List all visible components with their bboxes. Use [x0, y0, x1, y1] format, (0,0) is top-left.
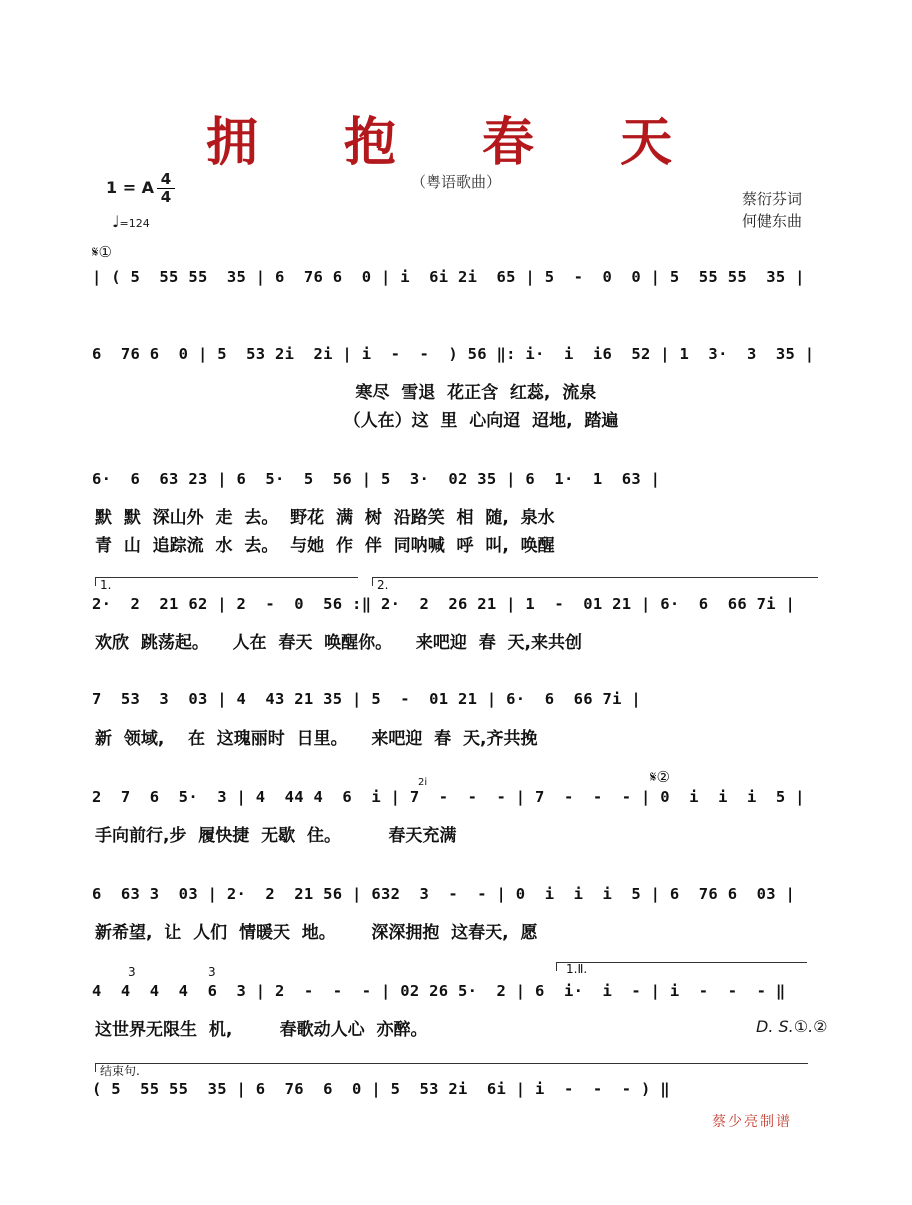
segno-2-icon: 𝄋② — [650, 768, 670, 786]
ending-bracket-2 — [372, 577, 818, 586]
ending-2-label: 2. — [377, 578, 389, 592]
credits — [742, 188, 802, 232]
ending-bracket-3 — [556, 962, 807, 971]
score-row-4: 2· 2 21 62 | 2 - 0 56 :‖ 2· 2 26 21 | 1 - 01 21 | 6· 6 66 7i | — [92, 595, 796, 613]
song-title: 拥 抱 春 天 — [205, 113, 707, 173]
score-row-3: 6· 6 63 23 | 6 5· 5 56 | 5 3· 02 35 | 6 1· 1 63 | — [92, 470, 661, 488]
time-signature-top: 4 — [160, 170, 172, 188]
lyrics-row-8: 这世界无限生 机, 春歌动人心 亦醉。 — [95, 1020, 428, 1040]
lyrics-row-3-verse-1: 默 默 深山外 走 去。 野花 满 树 沿路笑 相 随, 泉水 — [95, 508, 555, 528]
lyrics-row-3-verse-2: 青 山 追踪流 水 去。 与她 作 伴 同呐喊 呼 叫, 唤醒 — [95, 536, 555, 556]
lyrics-row-4: 欢欣 跳荡起。 人在 春天 唤醒你。 来吧迎 春 天,来共创 — [95, 633, 582, 653]
segno-1-icon: 𝄋① — [92, 243, 112, 261]
dal-segno-mark: D. S.①.② — [756, 1017, 828, 1036]
score-row-1: | ( 5 55 55 35 | 6 76 6 0 | i 6i 2i 65 | 5 - 0 0 | 5 55 55 35 | — [92, 268, 805, 286]
quarter-note-icon: ♩ — [112, 212, 120, 231]
lyrics-row-6: 手向前行,步 履快捷 无歇 住。 春天充满 — [95, 826, 457, 846]
score-row-8: 4 4 4 4 6 3 | 2 - - - | 02 26 5· 2 | 6 i· i - | i - - - ‖ — [92, 982, 786, 1000]
key-signature: 1 = A — [106, 178, 155, 197]
triplet-mark-1: 3 — [128, 965, 136, 979]
composer: 何健东曲 — [742, 212, 803, 230]
transcriber-credit: 蔡少亮制谱 — [712, 1114, 792, 1130]
song-subtitle: （粤语歌曲） — [410, 173, 501, 191]
score-row-7: 6 63 3 03 | 2· 2 21 56 | 632 3 - - | 0 i i i 5 | 6 76 6 03 | — [92, 885, 796, 903]
lyrics-row-2-verse-2: （人在）这 里 心向迢 迢地, 踏遍 — [95, 411, 619, 431]
tempo-marking — [112, 212, 150, 231]
score-row-6: 2 7 6 5· 3 | 4 44 4 6 i | 7 - - - | 7 - - - | 0 i i i 5 | — [92, 788, 805, 806]
score-row-9: ( 5 55 55 35 | 6 76 6 0 | 5 53 2i 6i | i - - - ) ‖ — [92, 1080, 670, 1098]
lyrics-row-2-verse-1: 寒尽 雪退 花正含 红蕊, 流泉 — [95, 383, 597, 403]
triplet-mark-2: 3 — [208, 965, 216, 979]
ending-bracket-1 — [95, 577, 358, 586]
time-signature — [157, 172, 175, 205]
time-signature-bottom: 4 — [160, 188, 172, 206]
ending-3-label: 1.Ⅱ. — [566, 962, 588, 976]
lyricist: 蔡衍芬词 — [742, 190, 803, 208]
end-phrase-bracket — [95, 1063, 808, 1072]
grace-note-label: 2i — [418, 777, 428, 788]
lyrics-row-7: 新希望, 让 人们 情暖天 地。 深深拥抱 这春天, 愿 — [95, 923, 538, 943]
score-row-2: 6 76 6 0 | 5 53 2i 2i | i - - ) 56 ‖: i· i i6 52 | 1 3· 3 35 | — [92, 345, 815, 363]
tempo-value: =124 — [119, 217, 150, 230]
ending-1-label: 1. — [100, 578, 112, 592]
lyrics-row-5: 新 领域, 在 这瑰丽时 日里。 来吧迎 春 天,齐共挽 — [95, 729, 538, 749]
score-row-5: 7 53 3 03 | 4 43 21 35 | 5 - 01 21 | 6· 6 66 7i | — [92, 690, 642, 708]
end-phrase-label: 结束句. — [100, 1064, 140, 1078]
